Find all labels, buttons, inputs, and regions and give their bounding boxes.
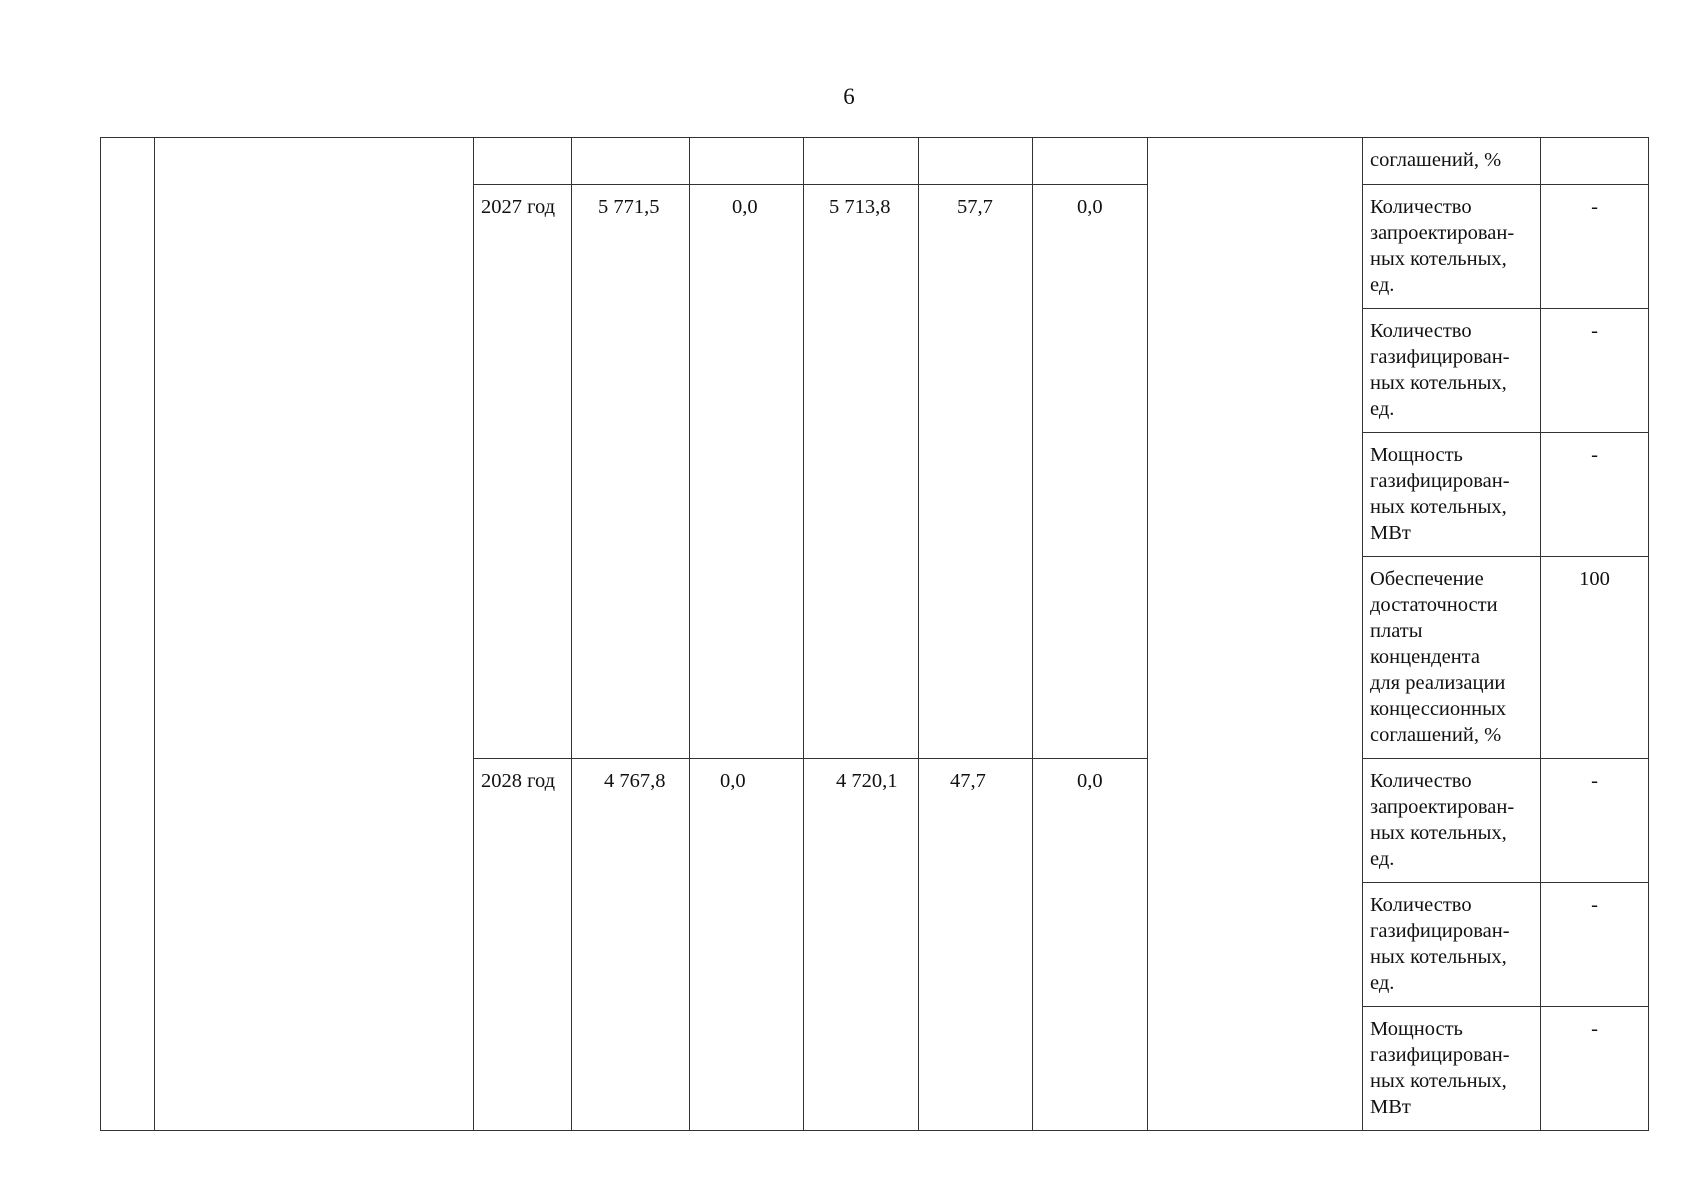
regional-cell [804, 138, 919, 185]
indicator-name-cell [1363, 433, 1541, 557]
indicator-line: ед. [1370, 848, 1395, 870]
indicator-value-cell: - [1541, 309, 1649, 433]
total-cell: 5 771,5 [572, 185, 690, 759]
indicator-line: ед. [1370, 972, 1395, 994]
funding-table [100, 137, 1649, 1131]
table-row [101, 138, 1649, 185]
indicator-line: МВт [1370, 522, 1411, 544]
extra-cell [1033, 138, 1148, 185]
indicator-value-cell: 100 [1541, 557, 1649, 759]
local-cell: 47,7 [919, 759, 1033, 1131]
indicator-line: газифицирован- [1370, 1044, 1510, 1066]
number-cell [101, 138, 155, 1131]
indicator-line: ных котельных, [1370, 822, 1507, 844]
indicator-line: концессионных [1370, 698, 1507, 720]
indicator-line: соглашений, % [1370, 724, 1502, 746]
indicator-line: ных котельных, [1370, 248, 1507, 270]
indicator-name-cell [1363, 309, 1541, 433]
indicator-name-cell [1363, 883, 1541, 1007]
extra-cell: 0,0 [1033, 759, 1148, 1131]
local-cell [919, 138, 1033, 185]
indicator-line: платы [1370, 620, 1423, 642]
indicator-line: концендента [1370, 646, 1480, 668]
year-cell: 2028 год [474, 759, 572, 1131]
indicator-value-cell: - [1541, 433, 1649, 557]
indicator-value-cell: - [1541, 883, 1649, 1007]
year-cell [474, 138, 572, 185]
indicator-line: Количество [1370, 320, 1472, 342]
indicator-line: ных котельных, [1370, 496, 1507, 518]
indicator-line: ных котельных, [1370, 1070, 1507, 1092]
indicator-line: запроектирован- [1370, 796, 1515, 818]
indicator-name-cell [1363, 138, 1541, 185]
indicator-value-cell [1541, 138, 1649, 185]
indicator-value-cell: - [1541, 185, 1649, 309]
indicator-line: газифицирован- [1370, 920, 1510, 942]
indicator-line: ных котельных, [1370, 372, 1507, 394]
indicator-line: Мощность [1370, 1018, 1463, 1040]
indicator-name-cell [1363, 759, 1541, 883]
extra-cell: 0,0 [1033, 185, 1148, 759]
indicator-name-cell [1363, 1007, 1541, 1131]
indicator-line: ных котельных, [1370, 946, 1507, 968]
year-cell: 2027 год [474, 185, 572, 759]
page-number: 6 [843, 84, 855, 109]
local-cell: 57,7 [919, 185, 1033, 759]
regional-cell: 4 720,1 [804, 759, 919, 1131]
indicator-line: Количество [1370, 196, 1472, 218]
indicator-line: газифицирован- [1370, 470, 1510, 492]
indicator-line: достаточности [1370, 594, 1498, 616]
indicator-line: Обеспечение [1370, 568, 1484, 590]
indicator-line: газифицирован- [1370, 346, 1510, 368]
indicator-value-cell: - [1541, 759, 1649, 883]
total-cell: 4 767,8 [572, 759, 690, 1131]
indicator-line: МВт [1370, 1096, 1411, 1118]
indicator-line: ед. [1370, 274, 1395, 296]
indicator-line: Количество [1370, 770, 1472, 792]
executor-cell [1148, 138, 1363, 1131]
indicator-name-cell [1363, 557, 1541, 759]
indicator-line: ед. [1370, 398, 1395, 420]
indicator-text: соглашений, % [1370, 149, 1502, 171]
indicator-line: Количество [1370, 894, 1472, 916]
federal-cell: 0,0 [690, 759, 804, 1131]
federal-cell [690, 138, 804, 185]
federal-cell: 0,0 [690, 185, 804, 759]
name-cell [155, 138, 474, 1131]
indicator-name-cell [1363, 185, 1541, 309]
indicator-value-cell: - [1541, 1007, 1649, 1131]
indicator-line: запроектирован- [1370, 222, 1515, 244]
total-cell [572, 138, 690, 185]
indicator-line: для реализации [1370, 672, 1506, 694]
regional-cell: 5 713,8 [804, 185, 919, 759]
indicator-line: Мощность [1370, 444, 1463, 466]
